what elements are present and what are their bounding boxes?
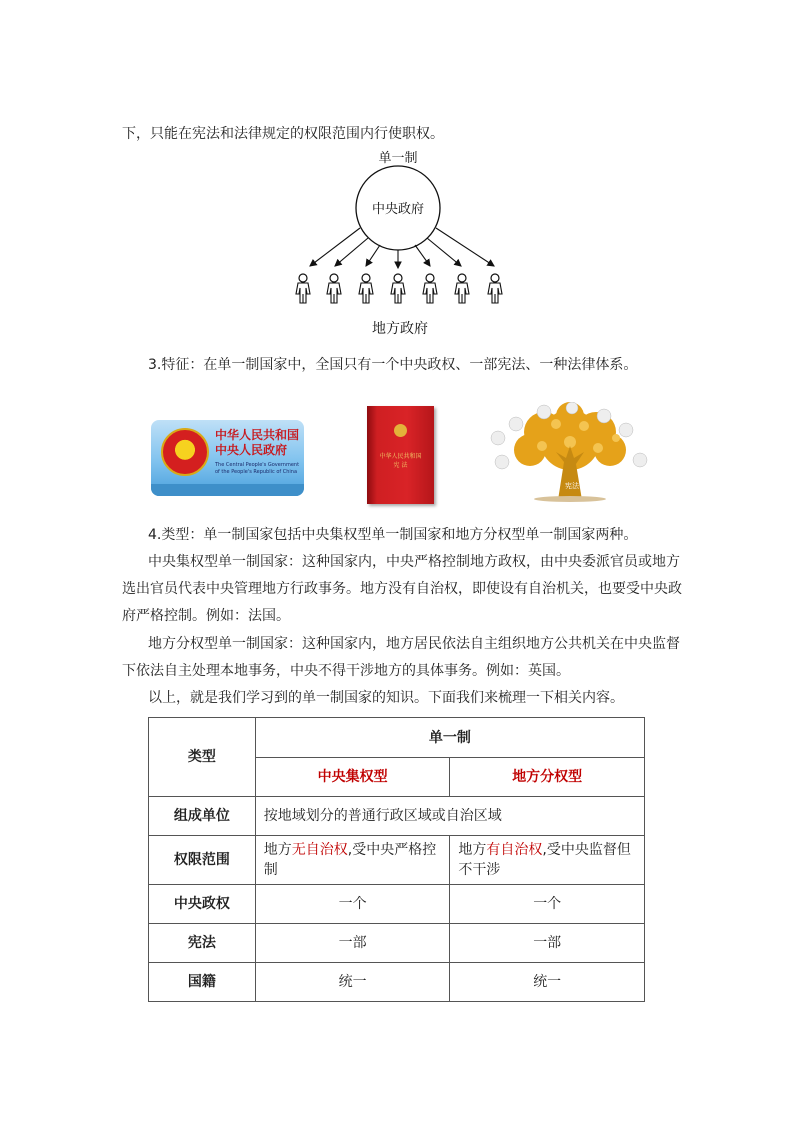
power-central-pre: 地方 bbox=[263, 842, 292, 858]
cell-nationality-central: 统一 bbox=[255, 963, 450, 1002]
power-central-post2: 制 bbox=[263, 862, 278, 878]
text-feature: 3.特征：在单一制国家中，全国只有一个中央政权、一部宪法、一种法律体系。 bbox=[148, 357, 638, 373]
cell-regime-local: 一个 bbox=[450, 885, 645, 924]
header-type: 类型 bbox=[149, 718, 256, 797]
text-summary: 以上，就是我们学习到的单一制国家的知识。下面我们来梳理一下相关内容。 bbox=[148, 690, 624, 706]
unitary-system-diagram bbox=[290, 148, 520, 340]
local-government-label: 地方政府 bbox=[372, 321, 428, 337]
power-central-post: ,受中央严格控 bbox=[347, 842, 437, 858]
text-central-line-1: 中央集权型单一制国家：这种国家内，中央严格控制地方政权，由中央委派官员或地方 bbox=[148, 554, 680, 570]
table-row bbox=[149, 797, 645, 836]
legal-system-tree-image bbox=[486, 402, 654, 502]
local-government-figures bbox=[296, 274, 502, 303]
power-central-key: 无自治权 bbox=[291, 842, 348, 858]
cell-unit: 按地域划分的普通行政区域或自治区域 bbox=[255, 797, 644, 836]
header-system: 单一制 bbox=[255, 718, 644, 758]
cell-nationality-local: 统一 bbox=[450, 963, 645, 1002]
table-row bbox=[149, 924, 645, 963]
cell-constitution-central: 一部 bbox=[255, 924, 450, 963]
central-government-sign-image bbox=[151, 420, 304, 496]
text-line-1: 下，只能在宪法和法律规定的权限范围内行使职权。 bbox=[122, 126, 444, 142]
table-row bbox=[149, 836, 645, 885]
cell-regime-central: 一个 bbox=[255, 885, 450, 924]
power-local-post: ,受中央监督但 bbox=[542, 842, 631, 858]
table-row bbox=[149, 718, 645, 758]
power-local-key: 有自治权 bbox=[486, 842, 543, 858]
cell-power-local bbox=[450, 836, 645, 885]
sign-cn-line-1: 中华人民共和国 bbox=[215, 428, 300, 442]
row-label-constitution: 宪法 bbox=[149, 924, 256, 963]
sign-cn-text bbox=[215, 428, 299, 458]
book-emblem-icon bbox=[394, 424, 407, 437]
text-types: 4.类型：单一制国家包括中央集权型单一制国家和地方分权型单一制国家两种。 bbox=[148, 527, 638, 543]
text-central-line-2: 选出官员代表中央管理地方行政事务。地方没有自治权，即使设有自治机关，也要受中央政 bbox=[122, 581, 682, 597]
cell-constitution-local: 一部 bbox=[450, 924, 645, 963]
power-local-post2: 不干涉 bbox=[458, 862, 501, 878]
text-central-line-3: 府严格控制。例如：法国。 bbox=[122, 608, 290, 624]
row-label-nationality: 国籍 bbox=[149, 963, 256, 1002]
constitution-book-image bbox=[367, 406, 434, 504]
cell-power-central bbox=[255, 836, 450, 885]
header-central: 中央集权型 bbox=[255, 758, 450, 797]
national-emblem-icon bbox=[161, 428, 209, 476]
power-local-pre: 地方 bbox=[458, 842, 487, 858]
row-label-power: 权限范围 bbox=[149, 836, 256, 885]
table-row bbox=[149, 963, 645, 1002]
text-local-line-1: 地方分权型单一制国家：这种国家内，地方居民依法自主组织地方公共机关在中央监督 bbox=[148, 636, 680, 652]
sign-base bbox=[151, 484, 304, 496]
diagram-title: 单一制 bbox=[378, 151, 418, 166]
table-row bbox=[149, 885, 645, 924]
sign-en-text: The Central People's Government of the People's Republic of China bbox=[215, 462, 300, 475]
row-label-unit: 组成单位 bbox=[149, 797, 256, 836]
book-title bbox=[373, 452, 428, 470]
header-local: 地方分权型 bbox=[450, 758, 645, 797]
central-government-label: 中央政府 bbox=[371, 202, 425, 217]
book-title-line-2: 宪 法 bbox=[393, 462, 408, 469]
book-title-line-1: 中华人民共和国 bbox=[379, 453, 422, 460]
tree-trunk-label: 宪法 bbox=[565, 482, 579, 490]
text-local-line-2: 下依法自主处理本地事务，中央不得干涉地方的具体事务。例如：英国。 bbox=[122, 663, 570, 679]
unitary-state-summary-table bbox=[148, 717, 645, 1002]
sign-cn-line-2: 中央人民政府 bbox=[215, 443, 288, 457]
row-label-regime: 中央政权 bbox=[149, 885, 256, 924]
